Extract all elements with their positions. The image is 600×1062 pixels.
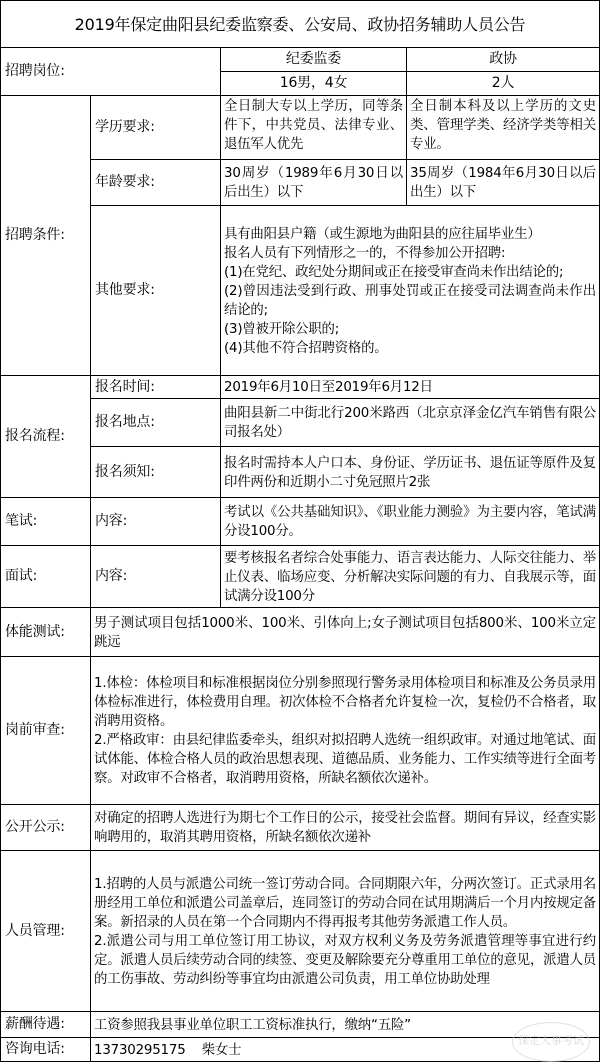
registration-place-label: 报名地点: bbox=[91, 399, 221, 447]
publicity-label: 公开公示: bbox=[0, 805, 91, 851]
other-requirement-line: (2)曾因违法受到行政、刑事处罚或正在接受司法调查尚未作出结论的; bbox=[224, 283, 596, 318]
age-label: 年龄要求: bbox=[91, 160, 221, 206]
contact-label: 咨询电话: bbox=[0, 1038, 91, 1062]
personnel-management-label: 人员管理: bbox=[0, 851, 91, 1012]
positions-label: 招聘岗位: bbox=[0, 48, 221, 96]
document-title: 2019年保定曲阳县纪委监察委、公安局、政协招务辅助人员公告 bbox=[0, 0, 600, 48]
dept2-header: 政协 bbox=[407, 48, 600, 72]
management-item: 1.招聘的人员与派遣公司统一签订劳动合同。合同期限六年，分两次签订。正式录用名册经用工单位和派遣公司盖章后，连同签订的劳动合同在试用期满后一个月内按规定备案。新招录的人员在第一个合同期内不得再报考其他劳务派遣工作人员。 bbox=[94, 876, 596, 930]
other-requirement-line: 具有曲阳县户籍（或生源地为曲阳县的应往届毕业生） bbox=[224, 226, 541, 242]
written-exam-label: 笔试: bbox=[0, 498, 91, 546]
publicity-content: 对确定的招聘人选进行为期七个工作日的公示，接受社会监督。期间有异议，经查实影响聘用的，取消其聘用资格，所缺名额依次递补 bbox=[91, 805, 600, 851]
dept1-header: 纪委监委 bbox=[221, 48, 407, 72]
registration-place: 曲阳县新二中街北行200米路西（北京京泽金亿汽车销售有限公司报名处） bbox=[221, 399, 600, 447]
contact-phone: 13730295175 柴女士 bbox=[91, 1038, 600, 1062]
salary-label: 薪酬待遇: bbox=[0, 1012, 91, 1038]
dept1-age-requirement: 30周岁（1989年6月30日以后出生）以下 bbox=[221, 160, 407, 206]
other-requirements-label: 其他要求: bbox=[91, 206, 221, 376]
registration-notice: 报名时需持本人户口本、身份证、学历证书、退伍证等原件及复印件两份和近期小二寸免冠照片2张 bbox=[221, 447, 600, 498]
dept2-education-requirement: 全日制本科及以上学历的文史类、管理学类、经济学类等相关专业。 bbox=[407, 96, 600, 160]
dept1-education-requirement: 全日制大专以上学历，同等条件下，中共党员、法律专业、退伍军人优先 bbox=[221, 96, 407, 160]
other-requirements-text bbox=[221, 206, 600, 376]
dept2-age-requirement: 35周岁（1984年6月30日以后出生）以下 bbox=[407, 160, 600, 206]
fitness-test-label: 体能测试: bbox=[0, 608, 91, 657]
interview-label: 面试: bbox=[0, 546, 91, 608]
other-requirement-line: 报名人员有下列情形之一的，不得参加公开招聘: bbox=[224, 245, 506, 261]
review-item: 2.严格政审：由县纪律监委牵头，组织对拟招聘人选统一组织政审。对通过地笔试、面试体能、体检合格人员的政治思想表现、道德品质、业务能力、工作实绩等进行全面考察。对政审不合格者，取消聘用资格，所缺名额依次递补。 bbox=[94, 733, 596, 786]
registration-notice-label: 报名须知: bbox=[91, 447, 221, 498]
registration-time-label: 报名时间: bbox=[91, 376, 221, 399]
conditions-label: 招聘条件: bbox=[0, 96, 91, 376]
personnel-management-content bbox=[91, 851, 600, 1012]
dept1-headcount: 16男，4女 bbox=[221, 72, 407, 96]
written-exam-content: 考试以《公共基础知识》、《职业能力测验》为主要内容，笔试满分设100分。 bbox=[221, 498, 600, 546]
other-requirement-line: (3)曾被开除公职的; bbox=[224, 321, 340, 337]
registration-time: 2019年6月10日至2019年6月12日 bbox=[221, 376, 600, 399]
pre-employment-review-label: 岗前审查: bbox=[0, 657, 91, 805]
salary-content: 工资参照我县事业单位职工工资标准执行，缴纳“五险” bbox=[91, 1012, 600, 1038]
dept2-headcount: 2人 bbox=[407, 72, 600, 96]
interview-content-label: 内容: bbox=[91, 546, 221, 608]
interview-content: 要考核报名者综合处事能力、语言表达能力、人际交往能力、举止仪表、临场应变、分析解决实际问题的有力、自我展示等，面试满分设100分 bbox=[221, 546, 600, 608]
written-content-label: 内容: bbox=[91, 498, 221, 546]
management-item: 2.派遣公司与用工单位签订用工协议，对双方权利义务及劳务派遣管理等事宜进行约定。派遣人员后续劳动合同的续签、变更及解除要充分尊重用工单位的意见，派遣人员的工伤事故、劳动纠纷等事宜均由派遣公司负责，用工单位协助处理 bbox=[94, 933, 596, 987]
education-label: 学历要求: bbox=[91, 96, 221, 160]
pre-employment-review-content bbox=[91, 657, 600, 805]
other-requirement-line: (1)在党纪、政纪处分期间或正在接受审查尚未作出结论的; bbox=[224, 264, 564, 280]
review-item: 1.体检：体检项目和标准根据岗位分别参照现行警务录用体检项目和标准及公务员录用体检标准进行，体检费用自理。初次体检不合格者允许复检一次，复检仍不合格者，取消聘用资格。 bbox=[94, 676, 596, 729]
registration-label: 报名流程: bbox=[0, 376, 91, 498]
other-requirement-line: (4)其他不符合招聘资格的。 bbox=[224, 340, 388, 356]
watermark-seal: 保定人事考试 bbox=[512, 1022, 590, 1062]
fitness-test-content: 男子测试项目包括1000米、100米、引体向上;女子测试项目包括800米、100米立定跳远 bbox=[91, 608, 600, 657]
